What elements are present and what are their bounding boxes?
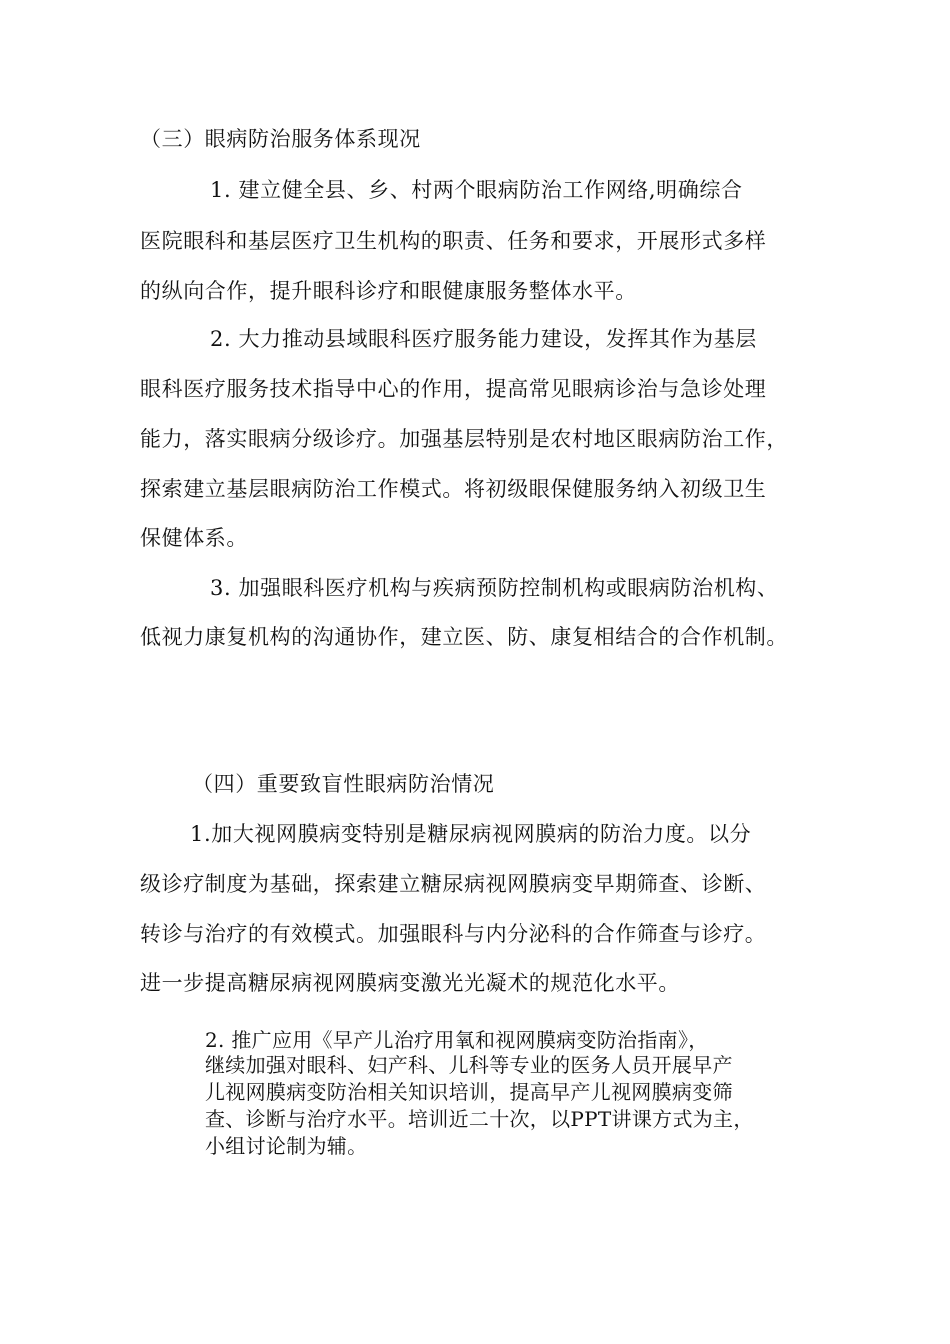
paragraph-line: 保健体系。	[140, 526, 248, 550]
section-3-heading: （三）眼病防治服务体系现况	[140, 127, 421, 151]
paragraph-line: 眼科医疗服务技术指导中心的作用，提高常见眼病诊治与急诊处理	[140, 377, 767, 401]
paragraph-line: 1.加大视网膜病变特别是糖尿病视网膜病的防治力度。以分	[190, 822, 752, 846]
paragraph-line: 转诊与治疗的有效模式。加强眼科与内分泌科的合作筛查与诊疗。	[140, 922, 767, 946]
paragraph-line: 能力，落实眼病分级诊疗。加强基层特别是农村地区眼病防治工作，	[140, 427, 788, 451]
section-4-heading: （四）重要致盲性眼病防治情况	[192, 772, 495, 796]
paragraph-line: 低视力康复机构的沟通协作，建立医、防、康复相结合的合作机制。	[140, 625, 788, 649]
paragraph-line: 1. 建立健全县、乡、村两个眼病防治工作网络,明确综合	[210, 178, 743, 202]
paragraph-line: 儿视网膜病变防治相关知识培训，提高早产儿视网膜病变筛	[205, 1080, 733, 1104]
paragraph-line: 级诊疗制度为基础，探索建立糖尿病视网膜病变早期筛查、诊断、	[140, 872, 767, 896]
paragraph-line: 查、诊断与治疗水平。培训近二十次，以PPT讲课方式为主，	[205, 1107, 754, 1131]
paragraph-line: 继续加强对眼科、妇产科、儿科等专业的医务人员开展早产	[205, 1053, 733, 1077]
paragraph-line: 的纵向合作，提升眼科诊疗和眼健康服务整体水平。	[140, 279, 637, 303]
paragraph-line: 进一步提高糖尿病视网膜病变激光光凝术的规范化水平。	[140, 971, 680, 995]
paragraph-line: 探索建立基层眼病防治工作模式。将初级眼保健服务纳入初级卫生	[140, 477, 767, 501]
paragraph-line: 小组讨论制为辅。	[205, 1134, 368, 1158]
paragraph-line: 2. 推广应用《早产儿治疗用氧和视网膜病变防治指南》，	[205, 1028, 709, 1052]
paragraph-line: 医院眼科和基层医疗卫生机构的职责、任务和要求，开展形式多样	[140, 229, 767, 253]
paragraph-line: 2. 大力推动县域眼科医疗服务能力建设，发挥其作为基层	[210, 327, 757, 351]
paragraph-line: 3. 加强眼科医疗机构与疾病预防控制机构或眼病防治机构、	[210, 576, 779, 600]
